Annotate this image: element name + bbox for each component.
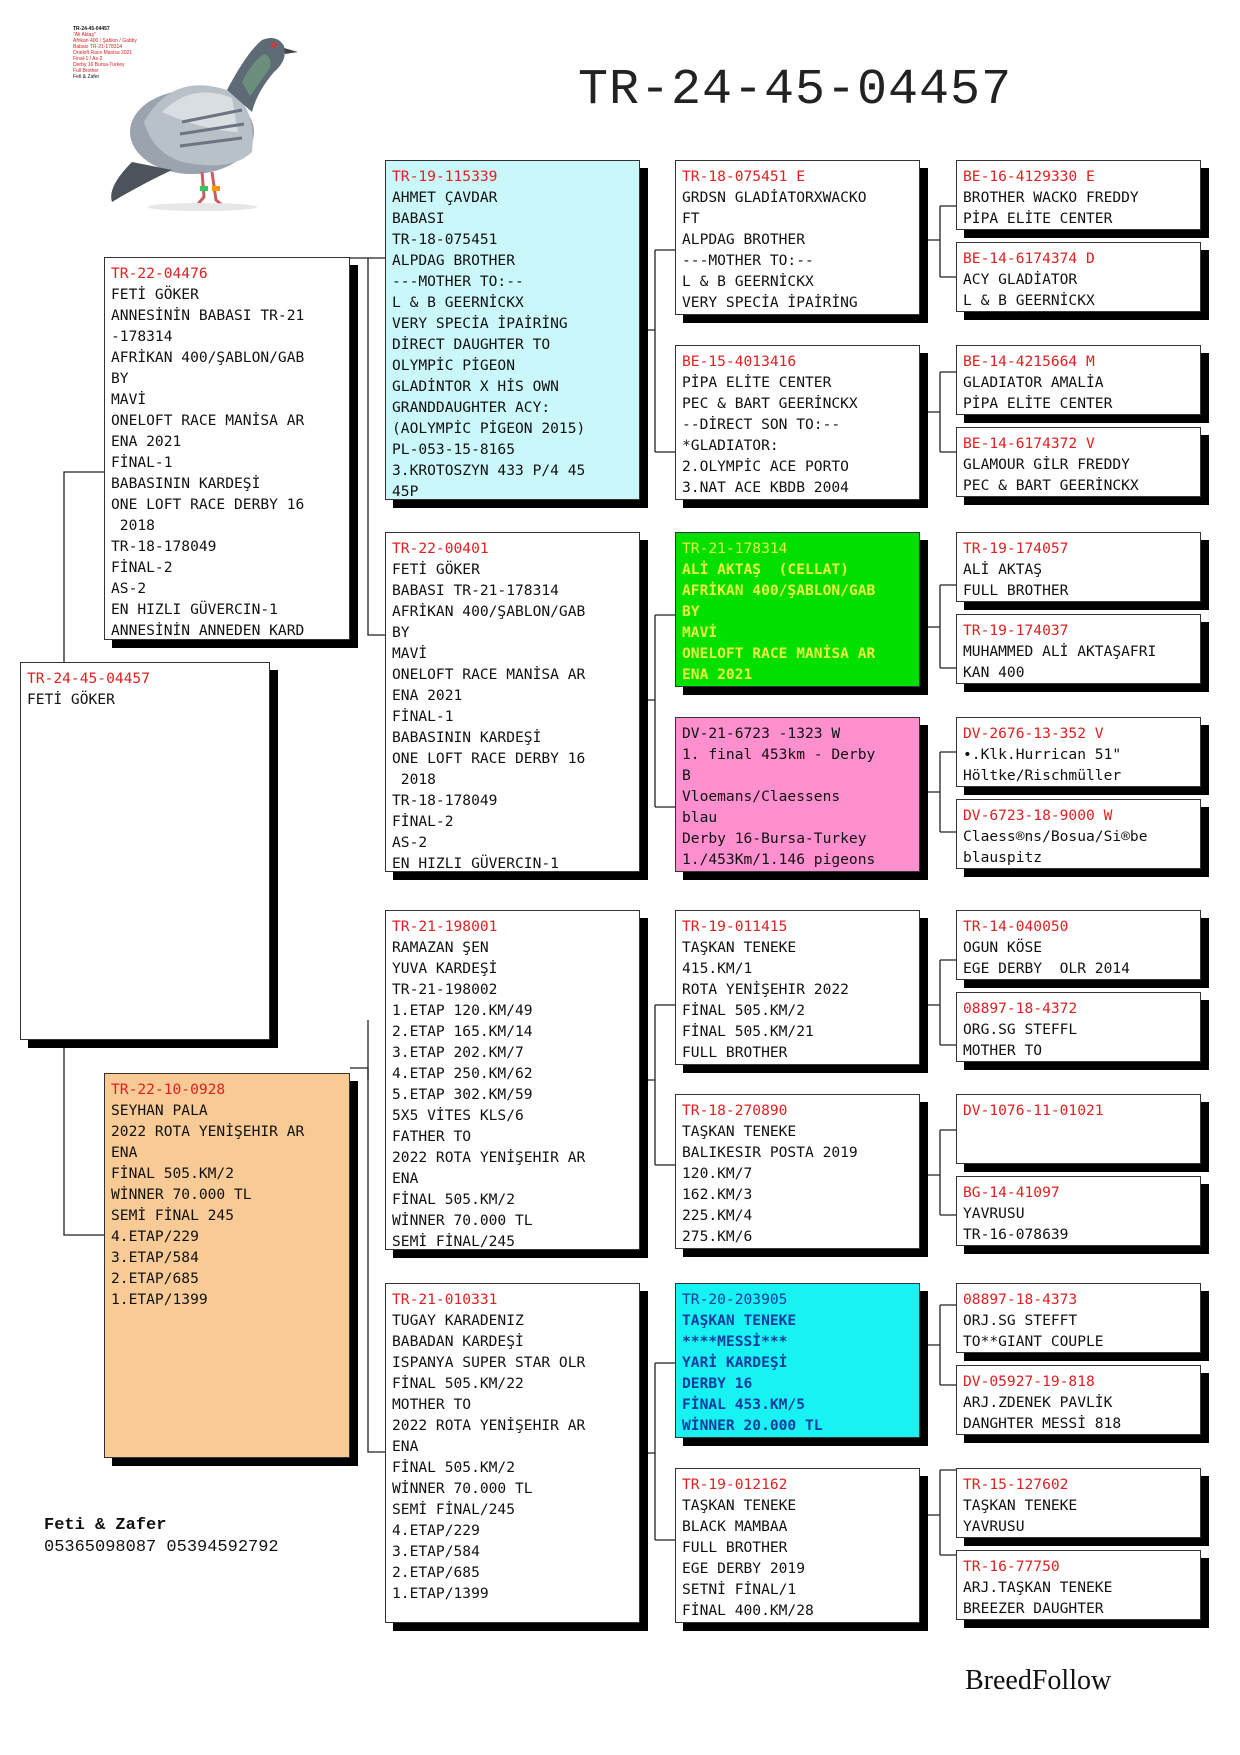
gen4-box-6[interactable]: TR-19-174037 MUHAMMED ALİ AKTAŞAFRI KAN 400 [956,614,1201,684]
gen3-box-8[interactable]: TR-19-012162 TAŞKAN TENEKE BLACK MAMBAA FULL BROTHER EGE DERBY 2019 SETNİ FİNAL/1 FİNAL 400.KM/28 [675,1468,920,1623]
gen4-box-8[interactable]: DV-6723-18-9000 W Claess®ns/Bosua/Si®be blauspitz [956,799,1201,869]
gen4-box-15[interactable]: TR-15-127602 TAŞKAN TENEKE YAVRUSU [956,1468,1201,1538]
gen3-box-2[interactable]: BE-15-4013416 PİPA ELİTE CENTER PEC & BART GEERİNCKX --DİRECT SON TO:-- *GLADIATOR: 2.OLYMPİC ACE PORTO 3.NAT ACE KBDB 2004 [675,345,920,500]
gen2-box-4[interactable]: TR-21-010331 TUGAY KARADENIZ BABADAN KARDEŞİ ISPANYA SUPER STAR OLR FİNAL 505.KM/22 MOTHER TO 2022 ROTA YENİŞEHIR AR ENA FİNAL 505.KM/2 WİNNER 70.000 TL SEMİ FİNAL/245 4.ETAP/229 3.ETAP/584 2.ETAP/685 1.ETAP/1399 [385,1283,640,1623]
gen4-box-11[interactable]: DV-1076-11-01021 [956,1094,1201,1164]
gen3-box-4[interactable]: DV-21-6723 -1323 W 1. final 453km - Derby B Vloemans/Claessens blau Derby 16-Bursa-Turkey 1./453Km/1.146 pigeons [675,717,920,872]
owner-name: Feti & Zafer [44,1516,167,1535]
gen4-box-16[interactable]: TR-16-77750 ARJ.TAŞKAN TENEKE BREEZER DAUGHTER [956,1550,1201,1620]
gen3-box-6[interactable]: TR-18-270890 TAŞKAN TENEKE BALIKESIR POSTA 2019 120.KM/7 162.KM/3 225.KM/4 275.KM/6 [675,1094,920,1249]
sire-box[interactable]: TR-22-04476 FETİ GÖKER ANNESİNİN BABASI TR-21 -178314 AFRİKAN 400/ŞABLON/GAB BY MAVİ ONELOFT RACE MANİSA AR ENA 2021 FİNAL-1 BABASININ KARDEŞİ ONE LOFT RACE DERBY 16 2018 TR-18-178049 FİNAL-2 AS-2 EN HIZLI GÜVERCIN-1 ANNESİNİN ANNEDEN KARD [104,257,350,640]
gen4-box-7[interactable]: DV-2676-13-352 V •.Klk.Hurrican 51" Höltke/Rischmüller [956,717,1201,787]
gen4-box-12[interactable]: BG-14-41097 YAVRUSU TR-16-078639 [956,1176,1201,1246]
gen4-box-4[interactable]: BE-14-6174372 V GLAMOUR GİLR FREDDY PEC & BART GEERİNCKX [956,427,1201,497]
brand-logo: BreedFollow [965,1665,1112,1696]
owner-phones: 05365098087 05394592792 [44,1538,279,1557]
gen2-box-1[interactable]: TR-19-115339 AHMET ÇAVDAR BABASI TR-18-075451 ALPDAG BROTHER ---MOTHER TO:-- L & B GEERNİCKX VERY SPECİA İPAİRİNG DİRECT DAUGHTER TO OLYMPİC PİGEON GLADİNTOR X HİS OWN GRANDDAUGHTER ACY: (AOLYMPİC PİGEON 2015) PL-053-15-8165 3.KROTOSZYN 433 P/4 45 45P [385,160,640,500]
gen3-box-3[interactable]: TR-21-178314 ALİ AKTAŞ (CELLAT) AFRİKAN 400/ŞABLON/GAB BY MAVİ ONELOFT RACE MANİSA AR ENA 2021 [675,532,920,687]
gen3-box-1[interactable]: TR-18-075451 E GRDSN GLADİATORXWACKO FT ALPDAG BROTHER ---MOTHER TO:-- L & B GEERNİCKX VERY SPECİA İPAİRİNG [675,160,920,315]
gen4-box-13[interactable]: 08897-18-4373 ORJ.SG STEFFT TO**GIANT COUPLE [956,1283,1201,1353]
sire-ring: TR-22-04476 [111,265,208,282]
gen4-box-3[interactable]: BE-14-4215664 M GLADIATOR AMALİA PİPA ELİTE CENTER [956,345,1201,415]
dam-ring: TR-22-10-0928 [111,1081,226,1098]
subject-box[interactable]: TR-24-45-04457 FETİ GÖKER [20,662,270,1040]
gen4-box-1[interactable]: BE-16-4129330 E BROTHER WACKO FREDDY PİPA ELİTE CENTER [956,160,1201,230]
gen4-box-5[interactable]: TR-19-174057 ALİ AKTAŞ FULL BROTHER [956,532,1201,602]
gen2-box-2[interactable]: TR-22-00401 FETİ GÖKER BABASI TR-21-178314 AFRİKAN 400/ŞABLON/GAB BY MAVİ ONELOFT RACE MANİSA AR ENA 2021 FİNAL-1 BABASININ KARDEŞİ ONE LOFT RACE DERBY 16 2018 TR-18-178049 FİNAL-2 AS-2 EN HIZLI GÜVERCIN-1 [385,532,640,872]
gen2-box-3[interactable]: TR-21-198001 RAMAZAN ŞEN YUVA KARDEŞİ TR-21-198002 1.ETAP 120.KM/49 2.ETAP 165.KM/14 3.ETAP 202.KM/7 4.ETAP 250.KM/62 5.ETAP 302.KM/59 5X5 VİTES KLS/6 FATHER TO 2022 ROTA YENİŞEHIR AR ENA FİNAL 505.KM/2 WİNNER 70.000 TL SEMİ FİNAL/245 [385,910,640,1250]
gen4-box-10[interactable]: 08897-18-4372 ORG.SG STEFFL MOTHER TO [956,992,1201,1062]
subject-ring: TR-24-45-04457 [27,670,151,687]
dam-box[interactable]: TR-22-10-0928 SEYHAN PALA 2022 ROTA YENİŞEHIR AR ENA FİNAL 505.KM/2 WİNNER 70.000 TL SEMİ FİNAL 245 4.ETAP/229 3.ETAP/584 2.ETAP/685 1.ETAP/1399 [104,1073,350,1458]
gen3-box-7[interactable]: TR-20-203905 TAŞKAN TENEKE ****MESSİ*** YARİ KARDEŞİ DERBY 16 FİNAL 453.KM/5 WİNNER 20.000 TL [675,1283,920,1438]
gen4-box-2[interactable]: BE-14-6174374 D ACY GLADİATOR L & B GEERNİCKX [956,242,1201,312]
gen4-box-14[interactable]: DV-05927-19-818 ARJ.ZDENEK PAVLİK DANGHTER MESSİ 818 [956,1365,1201,1435]
gen4-box-9[interactable]: TR-14-040050 OGUN KÖSE EGE DERBY OLR 2014 [956,910,1201,980]
photo-caption: TR-24-45-04457 "Ali Aktaş" Afrikan 400 / Şablon / Gabby Babası TR-21-178314 Oneloft Race Manisa 2021 Final-1 / As-2 Derby 16 Bursa-Turkey Full Brother Feti & Zafer [73,26,137,80]
pedigree-title: TR-24-45-04457 [578,62,1013,119]
owner-contact [44,1515,279,1559]
gen3-box-5[interactable]: TR-19-011415 TAŞKAN TENEKE 415.KM/1 ROTA YENİŞEHIR 2022 FİNAL 505.KM/2 FİNAL 505.KM/21 FULL BROTHER [675,910,920,1065]
